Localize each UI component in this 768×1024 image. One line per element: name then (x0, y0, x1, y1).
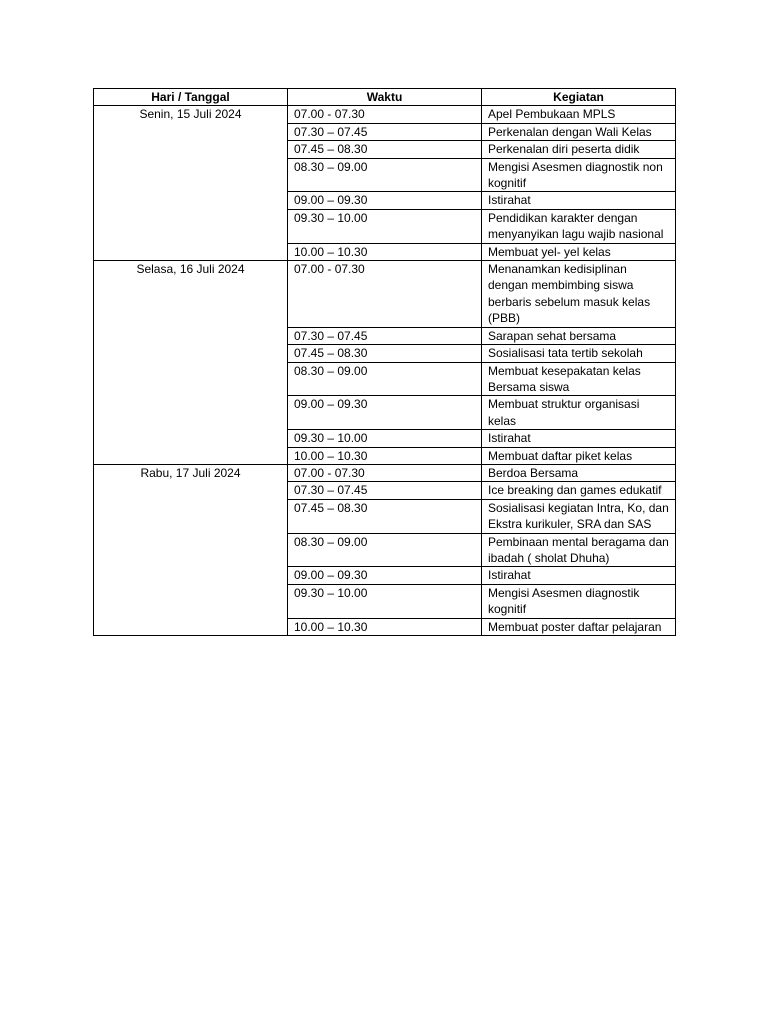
activity-cell: Istirahat (482, 567, 676, 584)
activity-cell: Ice breaking dan games edukatif (482, 482, 676, 499)
activity-cell: Membuat yel- yel kelas (482, 243, 676, 260)
time-cell: 07.30 – 07.45 (288, 482, 482, 499)
time-cell: 09.30 – 10.00 (288, 209, 482, 243)
time-cell: 08.30 – 09.00 (288, 533, 482, 567)
time-cell: 07.00 - 07.30 (288, 261, 482, 328)
header-time: Waktu (288, 89, 482, 106)
time-cell: 08.30 – 09.00 (288, 362, 482, 396)
time-cell: 07.30 – 07.45 (288, 327, 482, 344)
activity-cell: Perkenalan diri peserta didik (482, 141, 676, 158)
activity-cell: Menanamkan kedisiplinan dengan membimbing siswa berbaris sebelum masuk kelas (PBB) (482, 261, 676, 328)
table-row (94, 464, 676, 481)
activity-cell: Istirahat (482, 430, 676, 447)
activity-cell: Berdoa Bersama (482, 464, 676, 481)
time-cell: 09.00 – 09.30 (288, 567, 482, 584)
activity-cell: Sarapan sehat bersama (482, 327, 676, 344)
activity-cell: Perkenalan dengan Wali Kelas (482, 123, 676, 140)
time-cell: 07.00 - 07.30 (288, 464, 482, 481)
time-cell: 09.00 – 09.30 (288, 396, 482, 430)
time-cell: 09.30 – 10.00 (288, 430, 482, 447)
table-row (94, 261, 676, 328)
time-cell: 07.45 – 08.30 (288, 141, 482, 158)
activity-cell: Membuat poster daftar pelajaran (482, 618, 676, 635)
day-cell: Rabu, 17 Juli 2024 (94, 464, 288, 635)
time-cell: 07.45 – 08.30 (288, 345, 482, 362)
time-cell: 10.00 – 10.30 (288, 447, 482, 464)
time-cell: 07.45 – 08.30 (288, 499, 482, 533)
table-header-row (94, 89, 676, 106)
activity-cell: Sosialisasi tata tertib sekolah (482, 345, 676, 362)
time-cell: 10.00 – 10.30 (288, 618, 482, 635)
time-cell: 08.30 – 09.00 (288, 158, 482, 192)
table-body (94, 106, 676, 636)
activity-cell: Istirahat (482, 192, 676, 209)
header-day: Hari / Tanggal (94, 89, 288, 106)
activity-cell: Membuat struktur organisasi kelas (482, 396, 676, 430)
day-cell: Senin, 15 Juli 2024 (94, 106, 288, 261)
time-cell: 09.30 – 10.00 (288, 584, 482, 618)
time-cell: 07.00 - 07.30 (288, 106, 482, 123)
time-cell: 09.00 – 09.30 (288, 192, 482, 209)
activity-cell: Membuat daftar piket kelas (482, 447, 676, 464)
mpls-schedule-table (93, 88, 676, 636)
activity-cell: Mengisi Asesmen diagnostik non kognitif (482, 158, 676, 192)
activity-cell: Apel Pembukaan MPLS (482, 106, 676, 123)
activity-cell: Mengisi Asesmen diagnostik kognitif (482, 584, 676, 618)
header-activity: Kegiatan (482, 89, 676, 106)
table-row (94, 106, 676, 123)
activity-cell: Membuat kesepakatan kelas Bersama siswa (482, 362, 676, 396)
day-cell: Selasa, 16 Juli 2024 (94, 261, 288, 465)
activity-cell: Pembinaan mental beragama dan ibadah ( sholat Dhuha) (482, 533, 676, 567)
time-cell: 07.30 – 07.45 (288, 123, 482, 140)
activity-cell: Sosialisasi kegiatan Intra, Ko, dan Ekstra kurikuler, SRA dan SAS (482, 499, 676, 533)
time-cell: 10.00 – 10.30 (288, 243, 482, 260)
activity-cell: Pendidikan karakter dengan menyanyikan lagu wajib nasional (482, 209, 676, 243)
